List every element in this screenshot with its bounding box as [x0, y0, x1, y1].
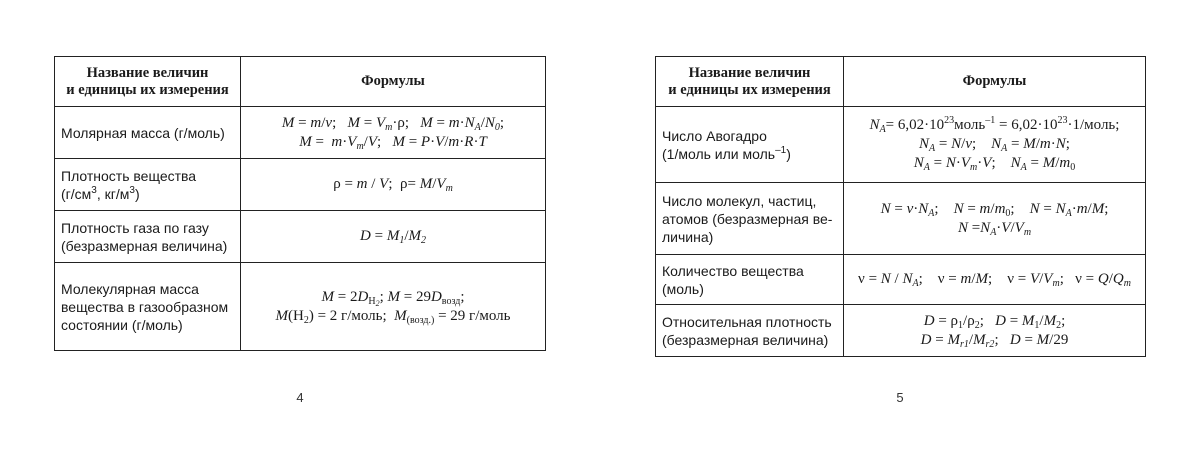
quantity-name-cell [55, 159, 241, 211]
table-row [55, 211, 546, 263]
quantity-name: вещества в газообразном [61, 298, 229, 315]
table-row [55, 107, 546, 159]
formula-line: $M = 2D_{H_2}$; $M = 29D_{возд}$; [321, 288, 465, 308]
formula-cell [241, 107, 546, 159]
formula-line: $N_A = N\cdot V_m\cdot V$; $N_A = M/m_0$ [913, 155, 1076, 173]
quantity-units: (безразмерная величина) [662, 331, 829, 348]
formula-cell [844, 255, 1146, 305]
formula-cell [844, 183, 1146, 255]
quantity-units: (1/моль или моль$^{-1}$) [662, 144, 791, 162]
quantity-name-cell [656, 183, 844, 255]
header-name-cell [55, 57, 241, 107]
header-name-line2: и единицы их измерения [668, 81, 831, 98]
quantity-name: атомов (безразмерная ве- [662, 210, 833, 227]
formula-cell [241, 159, 546, 211]
formula-line: M = m/ν; $M = V_m\cdot\rho$; $M = m\cdot N_A/N_0$; [281, 114, 505, 133]
formula-line: $M(H_2) = 2$ г/моль; $M_{(возд.)} = 29$ г/моль [275, 307, 511, 326]
quantity-name-cell [656, 255, 844, 305]
quantity-name: Число Авогадро [662, 127, 767, 144]
header-name-line1: Название величин [688, 64, 811, 81]
table-row [656, 183, 1146, 255]
formula-line: $\nu = N / N_A$; ν = m/M; $\nu = V/V_m$; $\nu = Q/Q_m$ [858, 271, 1131, 289]
formula-cell [241, 263, 546, 351]
formula-table-left [54, 56, 546, 351]
quantity-units: (моль) [662, 280, 704, 297]
header-name-cell [656, 57, 844, 107]
formula-line: $N =N_A\cdot V/V_m$ [957, 219, 1032, 238]
table-row [656, 107, 1146, 183]
table-row [55, 263, 546, 351]
quantity-units: состоянии (г/моль) [61, 316, 183, 333]
formula-line: $N_A=$ $6,02\cdot 10^{23}моль^{-1}$ = $6,02\cdot 10^{23}\cdot 1$/моль; [869, 115, 1120, 135]
quantity-units: ($г/см^3$, $кг/м^3$) [61, 184, 140, 202]
quantity-name: Плотность вещества [61, 167, 197, 184]
quantity-name: Относительная плотность [662, 313, 832, 330]
header-name-line2: и единицы их измерения [66, 81, 229, 98]
header-formula-cell: Формулы [241, 57, 546, 107]
quantity-name: Молекулярная масса [61, 280, 199, 297]
table-header-row [656, 57, 1146, 107]
quantity-name: Молярная масса (г/моль) [61, 124, 225, 141]
page-right [600, 0, 1200, 458]
quantity-name-cell [55, 263, 241, 351]
page-number: 4 [296, 390, 304, 405]
formula-cell [844, 107, 1146, 183]
quantity-units: личина) [662, 228, 714, 245]
formula-cell [844, 305, 1146, 357]
header-name-line1: Название величин [86, 64, 209, 81]
formula-line: $N = \nu\cdot N_A$; $N = m/m_0$; $N = N_A\cdot m/M$; [880, 200, 1109, 219]
quantity-name-cell [656, 305, 844, 357]
table-row [656, 305, 1146, 357]
formula-cell [241, 211, 546, 263]
header-formula-cell: Формулы [844, 57, 1146, 107]
quantity-name: Число молекул, частиц, [662, 192, 817, 209]
quantity-name-cell [656, 107, 844, 183]
table-row [656, 255, 1146, 305]
formula-line: $D = M_1/M_2$ [360, 228, 426, 246]
quantity-name: Количество вещества [662, 262, 804, 279]
quantity-units: (безразмерная величина) [61, 237, 228, 254]
formula-line: $N_A = N/\nu$; $N_A = M/m\cdot N$; [919, 136, 1070, 154]
formula-line: $M = m\cdot V_m/V$; M = P·V/m·R·T [299, 133, 487, 152]
table-header-row [55, 57, 546, 107]
formula-line: $D = M_{r1}/M_{r2}$; D = M/29 [920, 331, 1069, 350]
table-row [55, 159, 546, 211]
quantity-name-cell [55, 211, 241, 263]
formula-line: ρ = m / V; $\rho= M/V_m$ [333, 176, 453, 194]
formula-table-right [655, 56, 1146, 357]
page-number: 5 [896, 390, 904, 405]
quantity-name-cell [55, 107, 241, 159]
quantity-name: Плотность газа по газу [61, 219, 209, 236]
formula-line: $D = \rho_1/\rho_2$; $D = M_1/M_2$; [923, 312, 1066, 331]
